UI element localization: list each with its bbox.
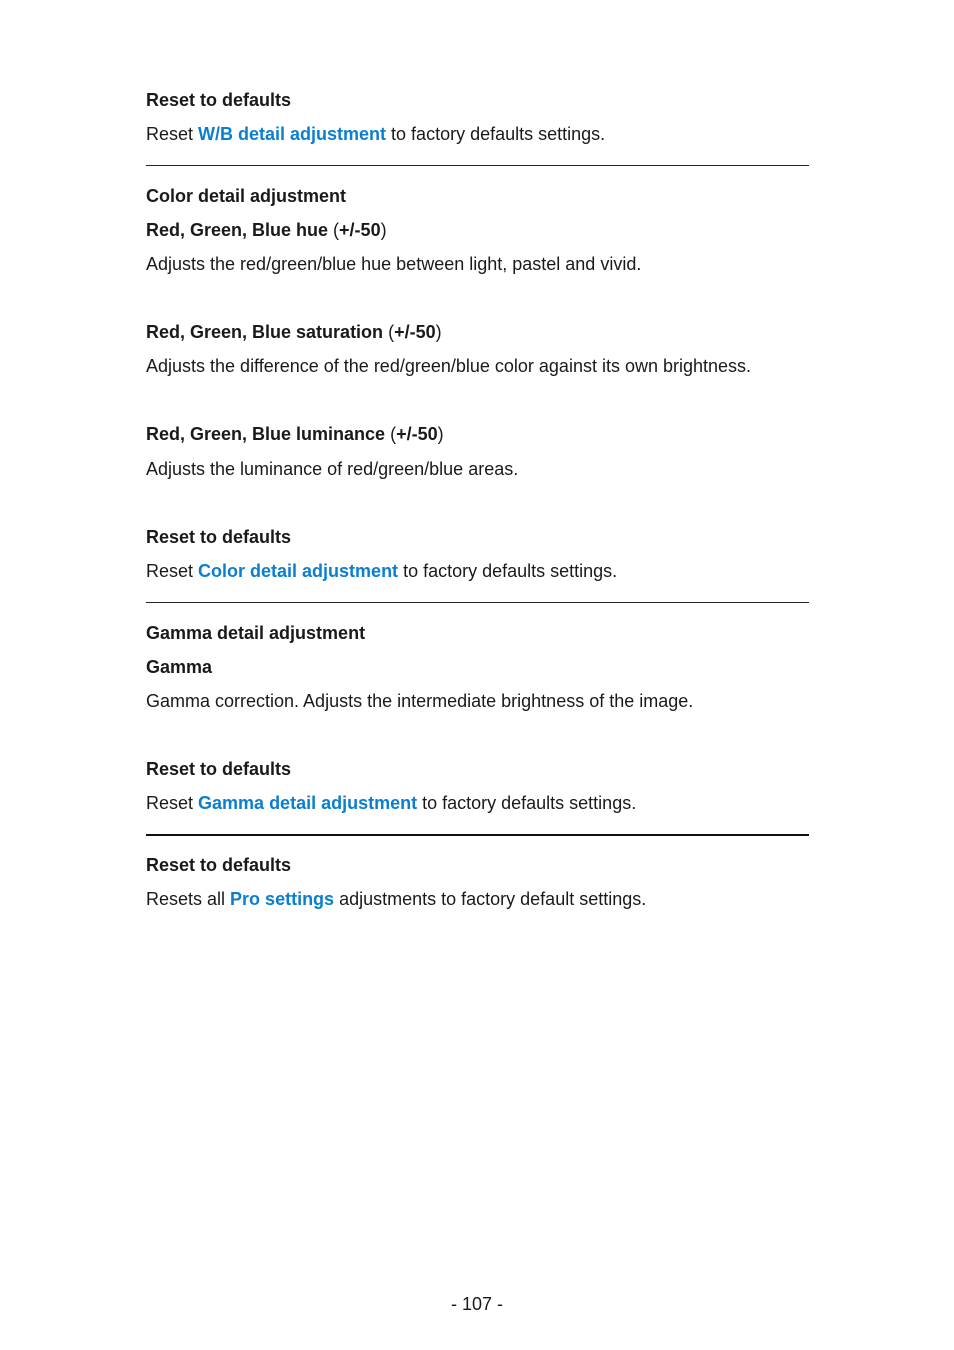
- saturation-label: Red, Green, Blue saturation: [146, 322, 384, 342]
- pro-settings-link[interactable]: Pro settings: [230, 889, 335, 909]
- major-section-divider: [146, 834, 809, 836]
- pro-reset-post: adjustments to factory default settings.: [334, 889, 647, 909]
- wb-reset-pre: Reset: [146, 124, 199, 144]
- hue-description: Adjusts the red/green/blue hue between light, pastel and vivid.: [146, 254, 642, 274]
- luminance-heading: [146, 423, 444, 445]
- hue-label: Red, Green, Blue hue: [146, 220, 329, 240]
- luminance-label: Red, Green, Blue luminance: [146, 424, 386, 444]
- color-reset-post: to factory defaults settings.: [398, 561, 618, 581]
- luminance-close: ): [437, 424, 444, 444]
- color-detail-adjustment-link[interactable]: Color detail adjustment: [198, 561, 399, 581]
- gamma-detail-adjustment-link[interactable]: Gamma detail adjustment: [198, 793, 418, 813]
- color-reset-text: [146, 560, 617, 582]
- wb-reset-post: to factory defaults settings.: [386, 124, 606, 144]
- color-reset-pre: Reset: [146, 561, 199, 581]
- wb-reset-heading: Reset to defaults: [146, 90, 292, 110]
- section-divider: [146, 602, 809, 603]
- gamma-detail-title: Gamma detail adjustment: [146, 623, 366, 643]
- pro-reset-heading: Reset to defaults: [146, 855, 292, 875]
- gamma-reset-pre: Reset: [146, 793, 199, 813]
- saturation-description: Adjusts the difference of the red/green/blue color against its own brightness.: [146, 356, 752, 376]
- gamma-label: Gamma: [146, 657, 213, 677]
- section-divider: [146, 165, 809, 166]
- saturation-heading: [146, 321, 442, 343]
- gamma-description: Gamma correction. Adjusts the intermediate brightness of the image.: [146, 691, 694, 711]
- saturation-range: +/-50: [394, 322, 436, 342]
- color-detail-title: Color detail adjustment: [146, 186, 347, 206]
- pro-reset-pre: Resets all: [146, 889, 231, 909]
- gamma-reset-text: [146, 792, 636, 814]
- luminance-range: +/-50: [396, 424, 438, 444]
- saturation-open: (: [383, 322, 395, 342]
- color-reset-heading: Reset to defaults: [146, 527, 292, 547]
- luminance-open: (: [385, 424, 397, 444]
- saturation-close: ): [435, 322, 442, 342]
- luminance-description: Adjusts the luminance of red/green/blue areas.: [146, 459, 519, 479]
- hue-open: (: [328, 220, 340, 240]
- hue-close: ): [380, 220, 387, 240]
- pro-reset-text: [146, 888, 646, 910]
- gamma-reset-post: to factory defaults settings.: [417, 793, 637, 813]
- wb-detail-adjustment-link[interactable]: W/B detail adjustment: [198, 124, 387, 144]
- hue-heading: [146, 219, 387, 241]
- hue-range: +/-50: [339, 220, 381, 240]
- wb-reset-text: [146, 123, 605, 145]
- page-number: - 107 -: [450, 1294, 504, 1314]
- gamma-reset-heading: Reset to defaults: [146, 759, 292, 779]
